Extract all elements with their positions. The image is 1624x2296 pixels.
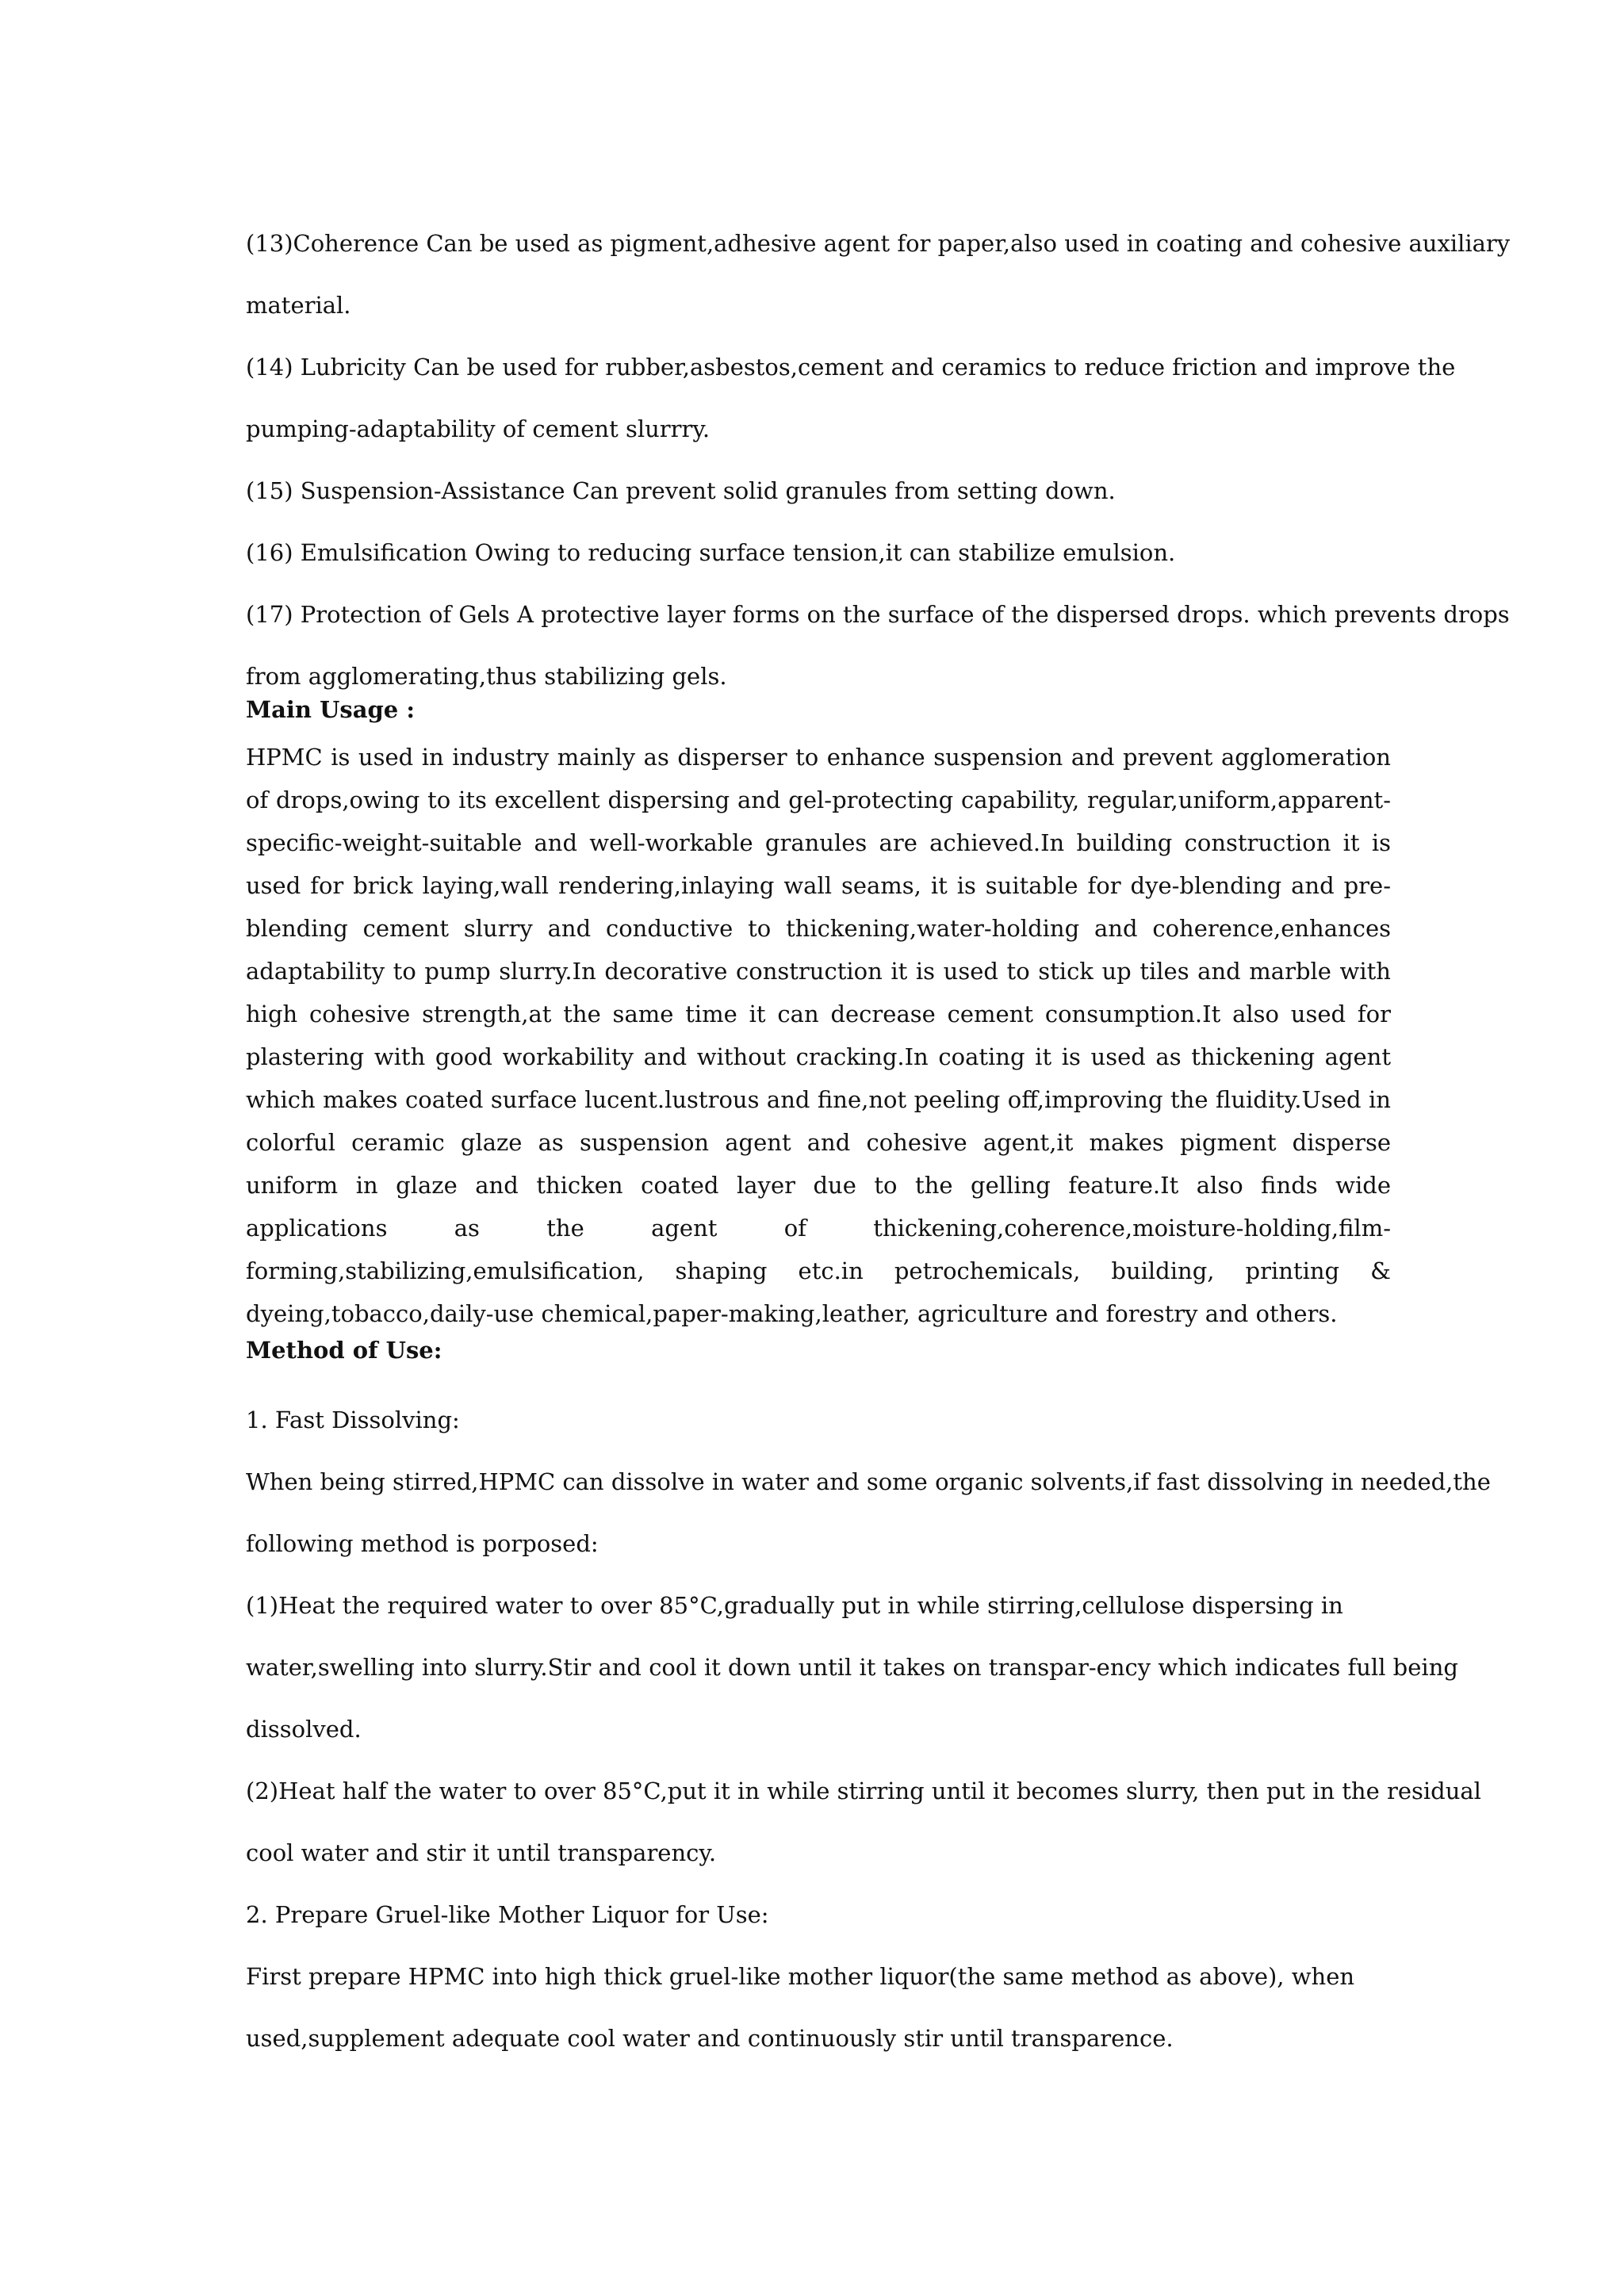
method-item: dissolved. <box>246 1716 362 1743</box>
method-of-use-heading: Method of Use: <box>246 1337 442 1364</box>
property-13-line-2: material. <box>246 292 351 319</box>
method-item: First prepare HPMC into high thick gruel-like mother liquor(the same method as above), when <box>246 1963 1355 1990</box>
method-item: (2)Heat half the water to over 85°C,put it in while stirring until it becomes slurry, then put in the residual <box>246 1777 1481 1804</box>
property-13-line-1: (13)Coherence Can be used as pigment,adhesive agent for paper,also used in coating and cohesive auxiliary <box>246 230 1511 257</box>
method-item: 2. Prepare Gruel-like Mother Liquor for Use: <box>246 1901 769 1928</box>
main-usage-heading: Main Usage : <box>246 696 416 723</box>
method-item: (1)Heat the required water to over 85°C,gradually put in while stirring,cellulose dispersing in <box>246 1592 1343 1619</box>
property-16: (16) Emulsification Owing to reducing surface tension,it can stabilize emulsion. <box>246 539 1176 566</box>
property-17-line-1: (17) Protection of Gels A protective layer forms on the surface of the dispersed drops. which prevents drops <box>246 601 1510 628</box>
document-page <box>246 0 1511 2296</box>
method-item: following method is porposed: <box>246 1530 599 1557</box>
method-item: 1. Fast Dissolving: <box>246 1406 460 1433</box>
method-item: used,supplement adequate cool water and continuously stir until transparence. <box>246 2025 1174 2052</box>
method-item: When being stirred,HPMC can dissolve in water and some organic solvents,if fast dissolving in needed,the <box>246 1468 1491 1495</box>
method-item: water,swelling into slurry.Stir and cool it down until it takes on transpar-ency which indicates full being <box>246 1654 1458 1681</box>
property-14-line-1: (14) Lubricity Can be used for rubber,asbestos,cement and ceramics to reduce friction and improve the <box>246 354 1456 381</box>
property-15: (15) Suspension-Assistance Can prevent solid granules from setting down. <box>246 477 1116 504</box>
property-17-line-2: from agglomerating,thus stabilizing gels. <box>246 663 727 690</box>
method-of-use-list <box>246 1389 1491 2069</box>
properties-list <box>246 212 1511 707</box>
property-14-line-2: pumping-adaptability of cement slurrry. <box>246 415 710 442</box>
main-usage-body: HPMC is used in industry mainly as disperser to enhance suspension and prevent agglomeration of drops,owing to its excellent dispersing and gel-protecting capability, regular,uniform,apparent-specific-weight-suitable and well-workable granules are achieved.In building construction it is used for brick laying,wall rendering,inlaying wall seams, it is suitable for dye-blending and pre-blending cement slurry and conductive to thickening,water-holding and coherence,enhances adaptability to pump slurry.In decorative construction it is used to stick up tiles and marble with high cohesive strength,at the same time it can decrease cement consumption.It also used for plastering with good workability and without cracking.In coating it is used as thickening agent which makes coated surface lucent.lustrous and fine,not peeling off,improving the fluidity.Used in colorful ceramic glaze as suspension agent and cohesive agent,it makes pigment disperse uniform in glaze and thicken coated layer due to the gelling feature.It also finds wide applications as the agent of thickening,coherence,moisture-holding,film-forming,stabilizing,emulsification, shaping etc.in petrochemicals, building, printing & dyeing,tobacco,daily-use chemical,paper-making,leather, agriculture and forestry and others. <box>246 744 1391 1327</box>
method-item: cool water and stir it until transparency. <box>246 1839 717 1866</box>
